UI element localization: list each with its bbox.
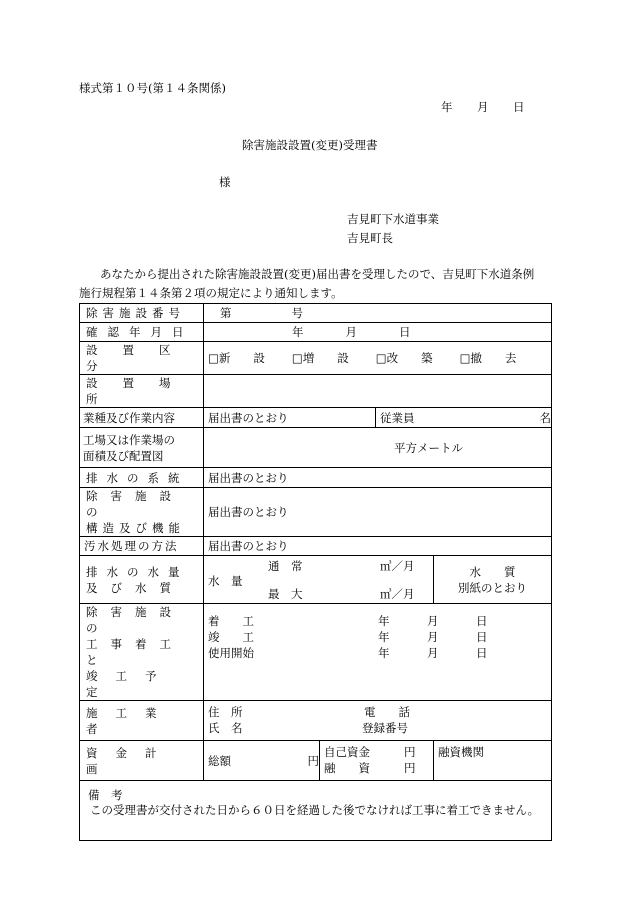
location-label: 設置場所 — [86, 376, 196, 406]
water-volume-label: 水 量 — [208, 574, 243, 588]
row-category — [80, 342, 552, 375]
employees-label: 従業員 — [380, 410, 415, 425]
water-max-label: 最 大 — [268, 587, 303, 601]
confirm-date-year: 年 — [292, 325, 304, 339]
schedule-label-2: 工事着工と — [86, 637, 184, 667]
treatment-value: 届出書のとおり — [204, 537, 552, 556]
row-structure — [80, 488, 552, 537]
funding-lender-label: 融資機関 — [438, 745, 484, 759]
category-rebuild-checkbox[interactable]: □改 築 — [375, 351, 433, 365]
row-drainage — [80, 468, 552, 488]
water-quality-value: 別紙のとおり — [458, 580, 527, 595]
row-contractor — [80, 701, 552, 741]
schedule-complete-month: 月 — [427, 630, 439, 644]
confirm-date-label: 確認年月日 — [86, 325, 194, 339]
schedule-label-1: 除害施設の — [86, 605, 184, 635]
funding-total-unit: 円 — [307, 753, 319, 768]
funding-own-unit: 円 — [404, 745, 416, 759]
drainage-value: 届出書のとおり — [204, 468, 552, 488]
schedule-start-label: 着 工 — [208, 614, 254, 628]
remarks-label: 備 考 — [88, 788, 123, 802]
confirm-date-month: 月 — [345, 325, 357, 339]
water-label-1: 排水の水量 — [86, 564, 189, 579]
contractor-address-label: 住 所 — [208, 705, 243, 719]
employees-unit: 名 — [539, 410, 551, 425]
schedule-complete-label: 竣 工 — [208, 630, 254, 644]
funding-loan-unit: 円 — [404, 761, 416, 775]
issuer-org: 吉見町下水道事業 — [347, 212, 439, 226]
date-day: 日 — [513, 100, 525, 114]
schedule-use-year: 年 — [378, 646, 390, 660]
funding-own-label: 自己資金 — [324, 745, 370, 759]
category-remove-checkbox[interactable]: □撤 去 — [459, 351, 517, 365]
business-label: 業種及び作業内容 — [83, 410, 175, 425]
structure-label-2: 構造及び機能 — [86, 521, 185, 535]
water-max-unit: ㎥／月 — [380, 587, 415, 601]
treatment-label: 汚水処理の方法 — [84, 539, 179, 553]
water-normal-label: 通 常 — [268, 559, 303, 573]
schedule-use-day: 日 — [476, 646, 488, 660]
drainage-label: 排水の系統 — [86, 470, 189, 485]
confirm-date-day: 日 — [399, 325, 411, 339]
schedule-complete-year: 年 — [378, 630, 390, 644]
intro-line-1: あなたから提出された除害施設設置(変更)届出書を受理したので、吉見町下水道条例 — [100, 267, 535, 281]
facility-number-prefix: 第 — [220, 306, 232, 320]
row-location — [80, 375, 552, 408]
schedule-complete-day: 日 — [476, 630, 488, 644]
contractor-reg-label: 登録番号 — [362, 721, 408, 735]
form-table — [79, 303, 552, 841]
water-label-2: 及び水質 — [86, 580, 184, 595]
date-month: 月 — [477, 100, 489, 114]
facility-number-label: 除害施設番号 — [86, 306, 185, 320]
addressee-suffix: 様 — [219, 175, 231, 189]
structure-label-1: 除害施設の — [86, 489, 184, 519]
form-number: 様式第１０号(第１４条関係) — [79, 81, 226, 95]
funding-label: 資金計画 — [86, 745, 175, 776]
row-area — [80, 428, 552, 468]
schedule-start-year: 年 — [378, 614, 390, 628]
area-label-1: 工場又は作業場の — [83, 432, 175, 447]
issuer-title: 吉見町長 — [347, 231, 393, 245]
row-confirm-date — [80, 323, 552, 342]
date-year: 年 — [441, 100, 453, 114]
area-label-2: 面積及び配置図 — [83, 448, 164, 463]
row-facility-number — [80, 304, 552, 323]
schedule-use-label: 使用開始 — [208, 646, 254, 660]
contractor-phone-label: 電 話 — [364, 705, 410, 719]
structure-value: 届出書のとおり — [204, 488, 552, 537]
row-business — [80, 408, 552, 428]
area-unit: 平方メートル — [394, 440, 463, 455]
category-new-checkbox[interactable]: □新 設 — [208, 351, 265, 365]
row-water — [80, 556, 552, 604]
schedule-use-month: 月 — [427, 646, 439, 660]
row-funding — [80, 741, 552, 781]
category-label: 設置区分 — [86, 343, 196, 373]
category-expand-checkbox[interactable]: □増 設 — [291, 351, 349, 365]
schedule-start-day: 日 — [476, 614, 488, 628]
contractor-label: 施工業者 — [86, 705, 175, 736]
facility-number-suffix: 号 — [291, 306, 303, 320]
business-value: 届出書のとおり — [204, 408, 376, 428]
row-treatment — [80, 537, 552, 556]
footer-note: この受理書が交付された日から６０日を経過した後でなければ工事に着工できません。 — [90, 803, 540, 817]
contractor-name-label: 氏 名 — [208, 721, 243, 735]
water-normal-unit: ㎥／月 — [380, 559, 415, 573]
page-title: 除害施設設置(変更)受理書 — [242, 138, 378, 152]
row-schedule — [80, 604, 552, 701]
funding-total-label: 総額 — [208, 753, 231, 768]
intro-line-2: 施行規程第１４条第２項の規定により通知します。 — [79, 286, 343, 300]
location-value[interactable] — [204, 375, 552, 408]
schedule-label-3: 竣工予定 — [86, 669, 175, 699]
water-quality-label: 水 質 — [469, 564, 516, 579]
schedule-start-month: 月 — [427, 614, 439, 628]
funding-loan-label: 融 資 — [324, 761, 370, 775]
